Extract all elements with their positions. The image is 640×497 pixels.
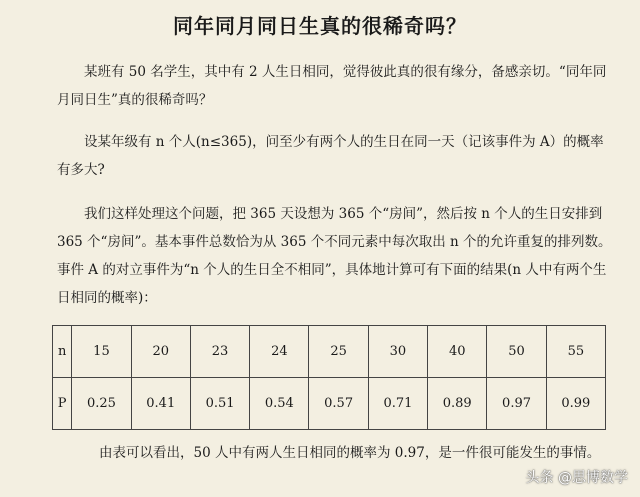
table-cell: 20 [131, 326, 190, 378]
table-cell: 55 [546, 326, 605, 378]
row-header-p: P [53, 378, 72, 430]
page-title: 同年同月同日生真的很稀奇吗？ [173, 14, 467, 38]
table-row-n [53, 326, 606, 378]
row-header-n: n [53, 326, 72, 378]
table-cell: 30 [368, 326, 427, 378]
watermark: 头条 @思博数学 [525, 470, 628, 486]
table-cell: 50 [487, 326, 546, 378]
table-row-p [53, 378, 606, 430]
probability-table [52, 325, 606, 430]
paragraph-conclusion: 由表可以看出，50 人中有两人生日相同的概率为 0.97，是一件很可能发生的事情。 [99, 445, 601, 461]
table-cell: 0.99 [546, 378, 605, 430]
table-cell: 23 [190, 326, 249, 378]
table-cell: 0.25 [72, 378, 131, 430]
paragraph-question: 设某年级有 n 个人(n≤365)，问至少有两个人的生日在同一天（记该事件为 A）的概率有多大? [57, 134, 604, 178]
table-cell: 0.54 [250, 378, 309, 430]
table-cell: 25 [309, 326, 368, 378]
table-cell: 24 [250, 326, 309, 378]
paragraph-intro: 某班有 50 名学生，其中有 2 人生日相同，觉得彼此真的很有缘分，备感亲切。“同年同月同日生”真的很稀奇吗？ [57, 64, 607, 108]
table-cell: 0.57 [309, 378, 368, 430]
table-cell: 0.71 [368, 378, 427, 430]
table-cell: 40 [428, 326, 487, 378]
table-cell: 15 [72, 326, 131, 378]
table-cell: 0.51 [190, 378, 249, 430]
table-cell: 0.97 [487, 378, 546, 430]
table-cell: 0.89 [428, 378, 487, 430]
paragraph-method: 我们这样处理这个问题，把 365 天设想为 365 个“房间”，然后按 n 个人的生日安排到 365 个“房间”。基本事件总数恰为从 365 个不同元素中每次取出 n 个的允许重复的排列数。事件 A 的对立事件为“n 个人的生日全不相同”，具体地计算可有下面的结果(n 人中有两个生日相同的概率)： [57, 206, 612, 306]
table-cell: 0.41 [131, 378, 190, 430]
